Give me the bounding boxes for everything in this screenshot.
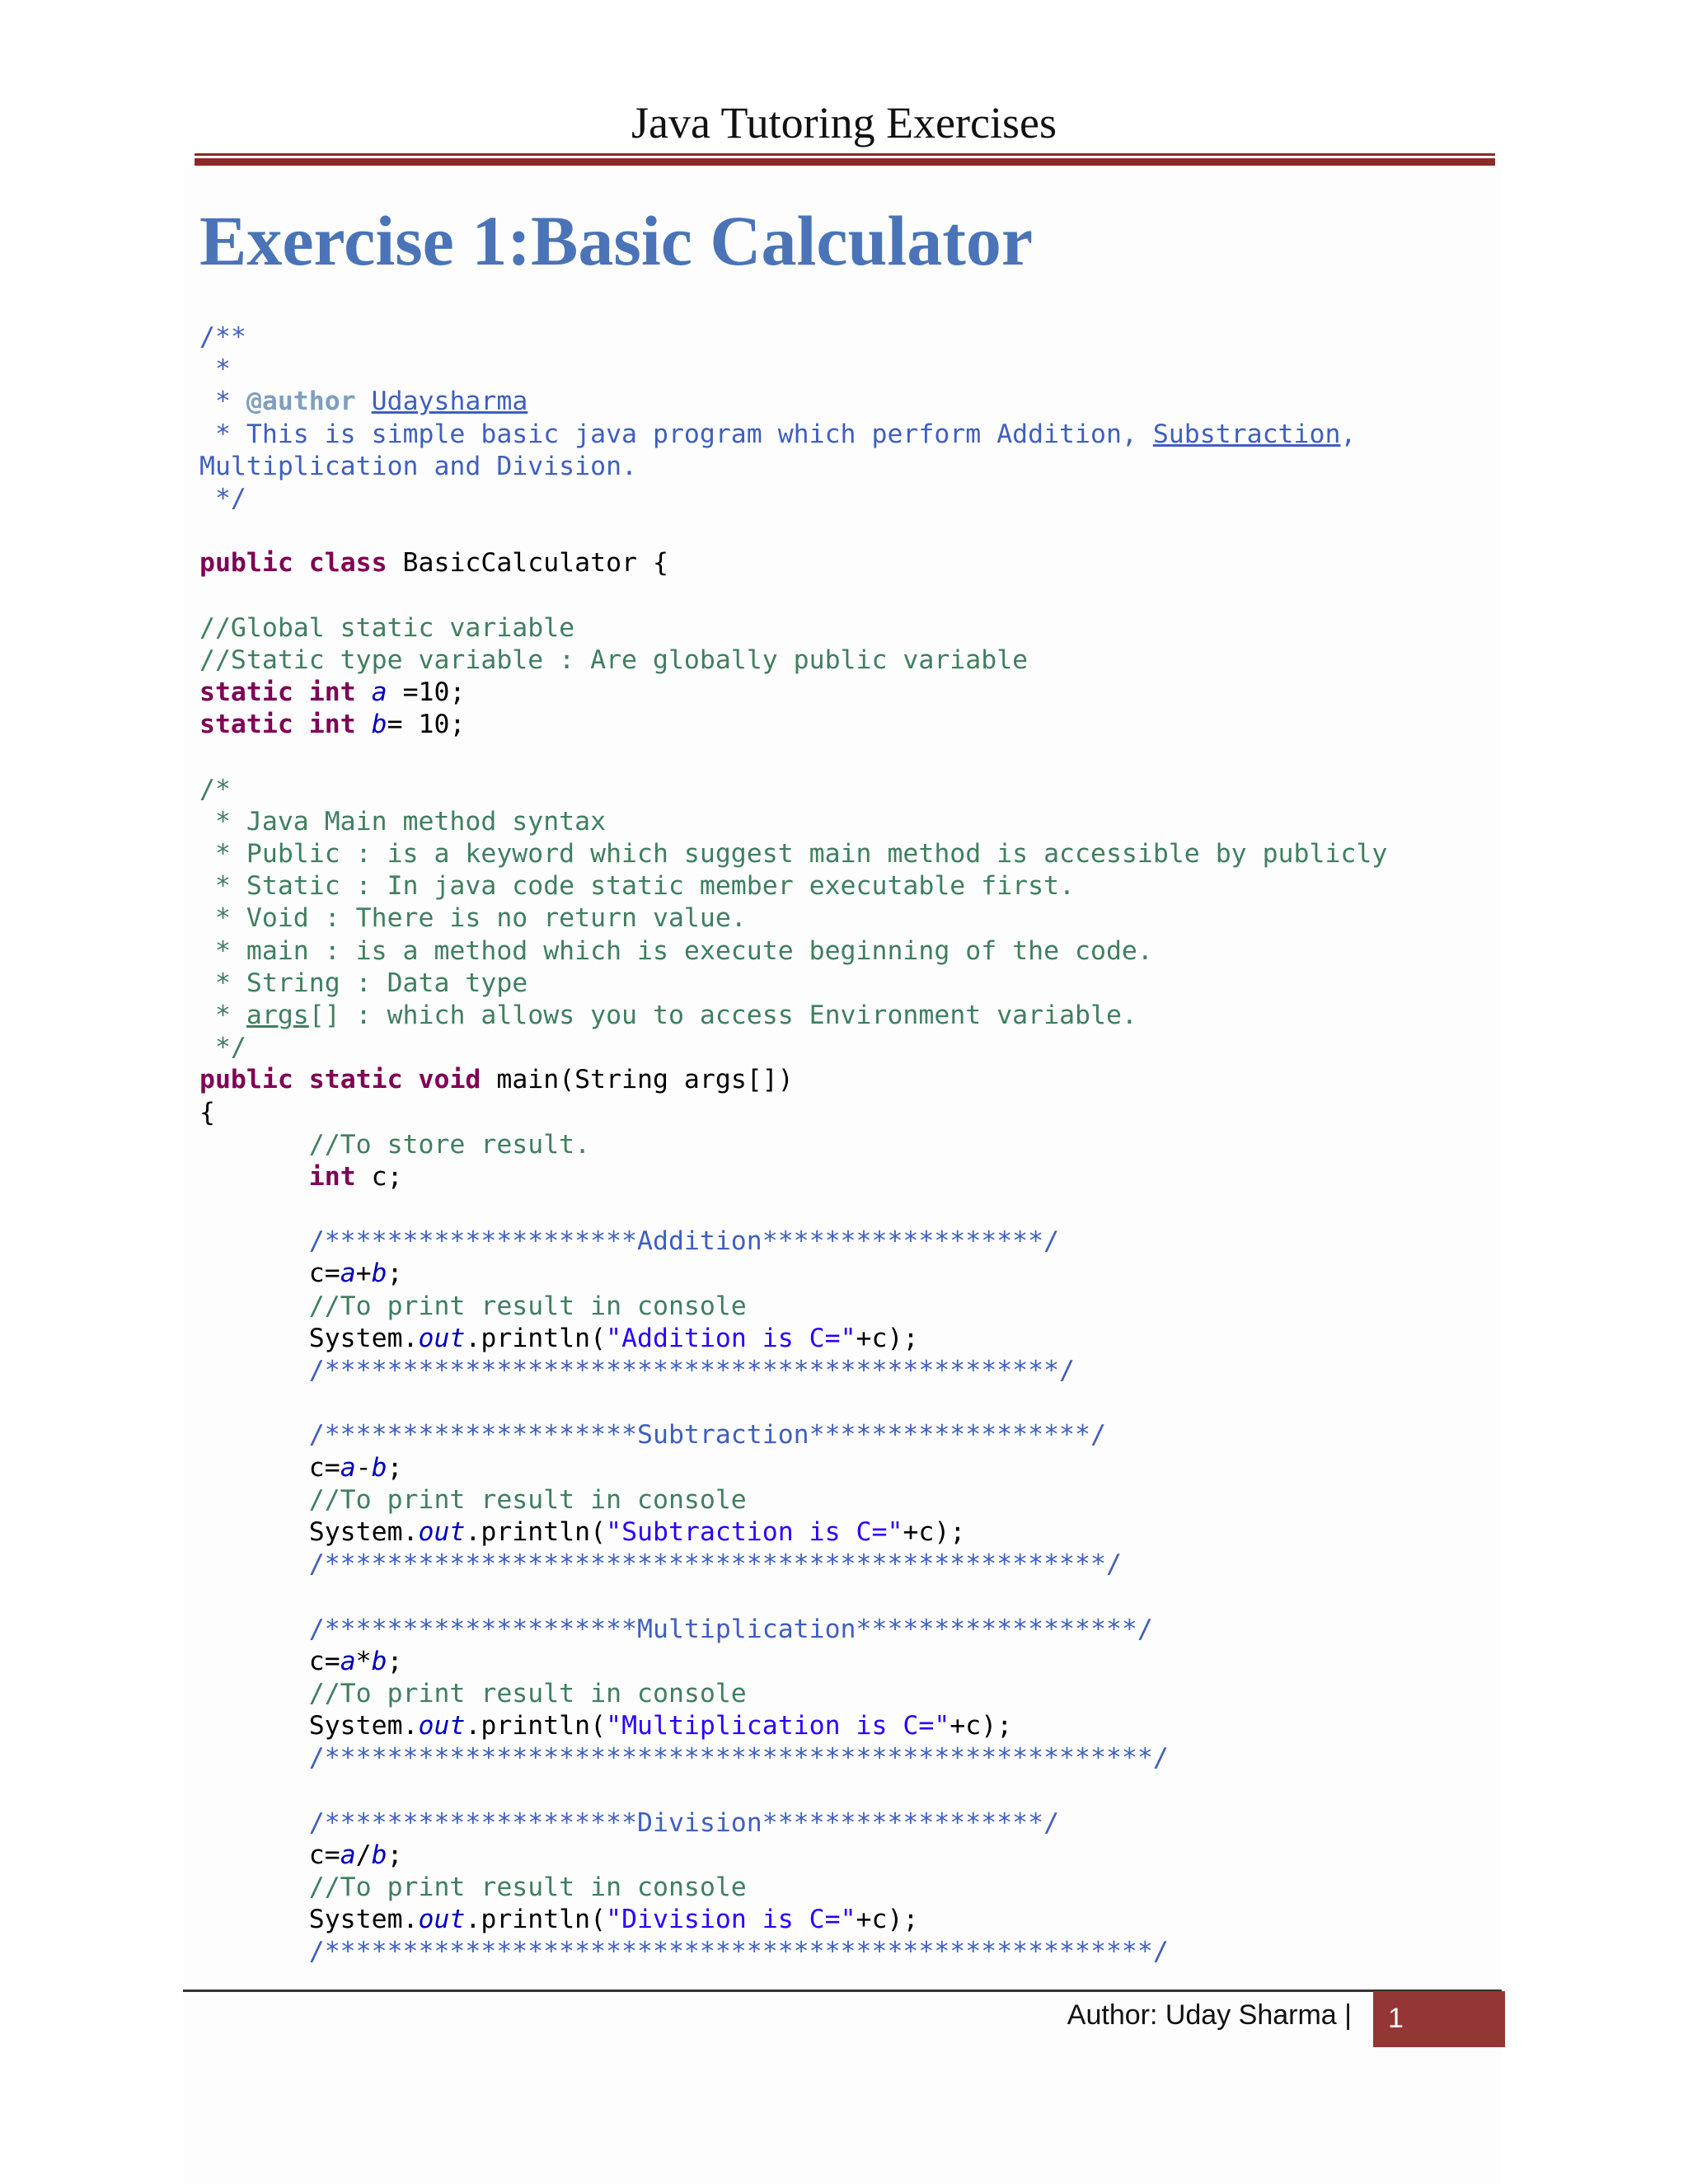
code-text: c= xyxy=(199,1840,340,1870)
code-line xyxy=(199,547,1485,579)
section-banner-subtraction: /********************Subtraction******************/ xyxy=(199,1420,1106,1451)
footer-rule xyxy=(183,1990,1502,1992)
section-banner-end: /*****************************************************/ xyxy=(199,1743,1169,1774)
misspelled-word: args xyxy=(246,1000,309,1030)
header-rule-thick xyxy=(195,158,1495,166)
code-text: +c); xyxy=(950,1711,1013,1741)
comment-line: //To print result in console xyxy=(199,1484,747,1515)
author-name: Udaysharma xyxy=(371,387,528,417)
space xyxy=(356,710,372,739)
code-text: c= xyxy=(199,1258,340,1289)
comment-text: [] : which allows you to access Environment variable. xyxy=(308,1000,1137,1030)
section-banner-multiplication: /********************Multiplication******************/ xyxy=(199,1614,1153,1644)
section-banner-division: /********************Division******************/ xyxy=(199,1807,1060,1838)
operator: - xyxy=(355,1452,372,1483)
code-line xyxy=(199,1452,1485,1484)
keyword: static xyxy=(199,677,293,708)
keyword: static xyxy=(308,1065,403,1095)
string-literal: "Addition is C=" xyxy=(606,1323,856,1353)
static-field: out xyxy=(418,1516,466,1547)
blank-line xyxy=(199,1193,1485,1226)
comment-line: * main : is a method which is execute beginning of the code. xyxy=(199,935,1153,966)
code-text: .println( xyxy=(465,1516,607,1547)
code-line xyxy=(199,677,1485,709)
javadoc-text: , xyxy=(1340,419,1357,449)
static-field: out xyxy=(418,1323,466,1353)
operator: * xyxy=(355,1646,372,1676)
section-banner-addition: /********************Addition******************/ xyxy=(199,1226,1060,1257)
code-line: Multiplication and Division. xyxy=(199,451,638,481)
code-text: .println( xyxy=(465,1711,607,1741)
static-field: a xyxy=(340,1452,356,1483)
comment-line: //To store result. xyxy=(199,1129,591,1160)
code-text: +c); xyxy=(856,1323,919,1353)
keyword: void xyxy=(418,1065,481,1095)
space xyxy=(293,677,309,707)
comment-line: //To print result in console xyxy=(199,1291,747,1321)
code-line xyxy=(199,1646,1485,1678)
static-field: b xyxy=(371,1258,387,1289)
code-text: c; xyxy=(355,1161,403,1192)
code-text: ; xyxy=(387,1840,403,1870)
keyword: static xyxy=(199,710,293,740)
code-text: System. xyxy=(199,1711,419,1741)
keyword: public xyxy=(199,548,293,579)
section-banner-end: /*****************************************************/ xyxy=(199,1937,1169,1967)
space xyxy=(293,1065,309,1094)
code-text: System. xyxy=(199,1323,419,1353)
comment-line: * Public : is a keyword which suggest main method is accessible by publicly xyxy=(199,839,1388,869)
space xyxy=(293,710,309,739)
running-header-title: Java Tutoring Exercises xyxy=(631,98,1057,148)
code-line xyxy=(199,386,1485,418)
header-rule-thin xyxy=(195,153,1495,156)
blank-line xyxy=(199,741,1485,773)
string-literal: "Subtraction is C=" xyxy=(606,1516,903,1547)
indent xyxy=(199,1162,309,1192)
code-line xyxy=(199,1710,1485,1742)
comment-line xyxy=(199,1000,1485,1032)
code-text: c= xyxy=(199,1452,340,1483)
space xyxy=(356,677,372,707)
operator: / xyxy=(355,1840,372,1870)
comment-line: //Static type variable : Are globally public variable xyxy=(199,644,1029,675)
code-line xyxy=(199,1161,1485,1193)
code-text: +c); xyxy=(903,1516,966,1547)
code-line xyxy=(199,419,1485,451)
static-field: out xyxy=(418,1905,466,1935)
blank-line xyxy=(199,580,1485,612)
static-field: out xyxy=(418,1711,466,1741)
comment-line: */ xyxy=(199,1033,246,1063)
static-field: b xyxy=(371,710,387,740)
blank-line xyxy=(199,1774,1485,1807)
blank-line xyxy=(199,1581,1485,1613)
static-field: a xyxy=(340,1258,356,1289)
code-line xyxy=(199,709,1485,741)
page-number: 1 xyxy=(1388,2003,1404,2034)
class-name: BasicCalculator { xyxy=(387,548,668,579)
code-text: =10; xyxy=(387,677,466,708)
javadoc-text: * xyxy=(199,387,246,417)
comment-line: //To print result in console xyxy=(199,1678,747,1708)
comment-line: //To print result in console xyxy=(199,1872,747,1902)
code-text: System. xyxy=(199,1905,419,1935)
code-line xyxy=(199,1840,1485,1872)
code-text: .println( xyxy=(465,1905,607,1935)
static-field: b xyxy=(371,1452,387,1483)
section-banner-end: /***********************************************/ xyxy=(199,1356,1076,1385)
comment-line: * String : Data type xyxy=(199,968,528,998)
static-field: b xyxy=(371,1840,387,1870)
operator: + xyxy=(355,1258,372,1289)
code-text: +c); xyxy=(856,1905,919,1935)
page-number-box xyxy=(1373,1991,1505,2047)
static-field: a xyxy=(340,1646,356,1676)
keyword: int xyxy=(308,1161,356,1192)
code-line xyxy=(199,1064,1485,1096)
static-field: a xyxy=(371,677,387,708)
keyword: int xyxy=(308,710,356,740)
code-line xyxy=(199,1258,1485,1290)
exercise-title: Exercise 1:Basic Calculator xyxy=(199,201,1034,280)
space xyxy=(293,548,309,578)
comment-line: //Global static variable xyxy=(199,612,575,643)
javadoc-text: * This is simple basic java program which perform Addition, xyxy=(199,419,1153,449)
static-field: b xyxy=(371,1646,387,1676)
code-text: = 10; xyxy=(387,710,466,740)
section-banner-end: /**************************************************/ xyxy=(199,1549,1122,1580)
keyword: public xyxy=(199,1065,293,1095)
keyword: int xyxy=(308,677,356,708)
code-listing xyxy=(199,321,1485,1969)
blank-line xyxy=(199,515,1485,547)
code-line xyxy=(199,1904,1485,1936)
misspelled-word: Substraction xyxy=(1152,419,1341,449)
code-text: .println( xyxy=(465,1323,607,1353)
string-literal: "Division is C=" xyxy=(606,1905,856,1935)
code-text: ; xyxy=(387,1646,403,1676)
string-literal: "Multiplication is C=" xyxy=(606,1711,950,1741)
blank-line xyxy=(199,1387,1485,1419)
keyword: class xyxy=(308,548,387,579)
code-text: ; xyxy=(387,1452,403,1483)
footer-author: Author: Uday Sharma | xyxy=(1067,1999,1352,2031)
comment-text: * xyxy=(199,1000,246,1030)
comment-line: * Void : There is no return value. xyxy=(199,903,747,934)
code-line xyxy=(199,1516,1485,1549)
static-field: a xyxy=(340,1840,356,1870)
comment-line: * Static : In java code static member executable first. xyxy=(199,871,1076,902)
space xyxy=(403,1065,419,1094)
code-text: System. xyxy=(199,1516,419,1547)
comment-line: * Java Main method syntax xyxy=(199,806,607,837)
method-signature: main(String args[]) xyxy=(481,1065,794,1095)
javadoc-tag: @author xyxy=(246,387,356,417)
code-line: { xyxy=(199,1097,215,1127)
code-text: c= xyxy=(199,1646,340,1676)
code-line xyxy=(199,1323,1485,1355)
javadoc-text xyxy=(356,387,372,416)
code-line: */ xyxy=(199,483,246,513)
code-line: * xyxy=(199,354,231,385)
code-text: ; xyxy=(387,1258,403,1289)
code-line: /** xyxy=(199,322,246,352)
comment-line: /* xyxy=(199,774,231,804)
